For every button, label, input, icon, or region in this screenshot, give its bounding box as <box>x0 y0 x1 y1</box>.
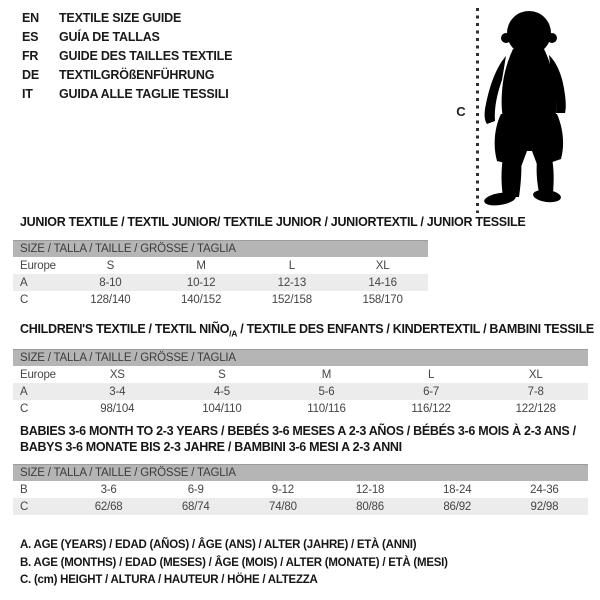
children-title-post: / TEXTILE DES ENFANTS / KINDERTEXTIL / BAMBINI TESSILE <box>237 322 594 336</box>
region-label-cell: Europe <box>20 259 56 272</box>
footnote: A. AGE (YEARS) / EDAD (AÑOS) / ÂGE (ANS) / ALTER (JAHRE) / ETÀ (ANNI) <box>20 539 417 551</box>
size-column-cell: XS <box>109 368 125 381</box>
table-size-header: SIZE / TALLA / TAILLE / GRÖSSE / TAGLIA <box>13 240 428 257</box>
size-column-cell: XL <box>528 368 543 381</box>
language-title: GUIDA ALLE TAGLIE TESSILI <box>59 87 229 101</box>
value-cell: 92/98 <box>530 500 559 513</box>
size-column-cell: L <box>427 368 435 381</box>
row-label-cell: C <box>20 402 29 415</box>
row-label-cell: C <box>20 500 29 513</box>
babies-size-table <box>13 464 588 515</box>
table-row <box>13 291 428 308</box>
value-cell: 6-7 <box>423 385 440 398</box>
value-cell: 6-9 <box>187 483 204 496</box>
language-code: DE <box>22 68 39 82</box>
footnote: B. AGE (MONTHS) / EDAD (MESES) / ÂGE (MOIS) / ALTER (MONATE) / ETÀ (MESI) <box>20 556 448 569</box>
size-column-cell: XL <box>375 259 390 272</box>
value-cell: 4-5 <box>213 385 230 398</box>
size-column-cell: S <box>218 368 226 381</box>
value-cell: 86/92 <box>443 500 472 513</box>
language-row <box>22 85 232 104</box>
region-label-cell: Europe <box>20 368 56 381</box>
table-row <box>13 366 588 383</box>
value-cell: 122/128 <box>515 402 556 415</box>
value-cell: 5-6 <box>318 385 335 398</box>
table-row <box>13 481 588 498</box>
value-cell: 12-13 <box>277 276 307 289</box>
value-cell: 10-12 <box>186 276 216 289</box>
size-column-cell: L <box>288 259 295 272</box>
language-code: IT <box>22 87 33 101</box>
row-label-cell: B <box>20 483 28 496</box>
value-cell: 18-24 <box>442 483 472 496</box>
value-cell: 7-8 <box>527 385 544 398</box>
value-cell: 74/80 <box>269 500 297 513</box>
value-cell: 68/74 <box>181 500 210 513</box>
value-cell: 140/152 <box>181 293 222 306</box>
children-table-grid <box>13 366 588 417</box>
value-cell: 62/68 <box>94 500 123 513</box>
table-row <box>13 400 588 417</box>
babies-title-line2: BABYS 3-6 MONATE BIS 2-3 JAHRE / BAMBINI 3-6 MESI A 2-3 ANNI <box>20 440 402 454</box>
value-cell: 9-12 <box>271 483 294 496</box>
language-row <box>22 66 232 85</box>
value-cell: 12-18 <box>355 483 385 496</box>
language-title: TEXTILGRÖßENFÜHRUNG <box>59 68 215 82</box>
value-cell: 128/140 <box>90 293 131 306</box>
junior-table-grid <box>13 257 428 308</box>
value-cell: 8-10 <box>99 276 122 289</box>
language-row <box>22 9 232 28</box>
value-cell: 110/116 <box>307 402 346 415</box>
value-cell: 3-4 <box>109 385 126 398</box>
table-row <box>13 383 588 400</box>
children-section-title <box>20 321 594 342</box>
language-code: FR <box>22 49 39 63</box>
value-cell: 152/158 <box>271 293 312 306</box>
value-cell: 24-36 <box>530 483 559 496</box>
table-row <box>13 257 428 274</box>
language-code: EN <box>22 11 39 25</box>
value-cell: 158/170 <box>362 293 403 306</box>
language-title: TEXTILE SIZE GUIDE <box>59 11 182 25</box>
value-cell: 80/86 <box>356 500 384 513</box>
language-list <box>22 9 232 104</box>
junior-size-table <box>13 240 428 308</box>
height-dashed-line <box>476 8 479 213</box>
table-size-header: SIZE / TALLA / TAILLE / GRÖSSE / TAGLIA <box>13 464 588 481</box>
baby-silhouette-image <box>482 10 586 208</box>
table-size-header: SIZE / TALLA / TAILLE / GRÖSSE / TAGLIA <box>13 349 588 366</box>
table-row <box>13 274 428 291</box>
row-label-cell: A <box>20 385 28 398</box>
row-label-cell: C <box>20 293 29 306</box>
babies-table-grid <box>13 481 588 515</box>
language-title: GUIDE DES TAILLES TEXTILE <box>59 49 233 63</box>
language-code: ES <box>22 30 39 44</box>
children-size-table <box>13 349 588 417</box>
value-cell: 116/122 <box>411 402 451 415</box>
language-row <box>22 47 232 66</box>
size-column-cell: M <box>321 368 332 381</box>
value-cell: 104/110 <box>202 402 242 415</box>
size-column-cell: S <box>106 259 115 272</box>
table-row <box>13 498 588 515</box>
size-column-cell: M <box>196 259 206 272</box>
babies-title-line1: BABIES 3-6 MONTH TO 2-3 YEARS / BEBÉS 3-6 MESES A 2-3 AÑOS / BÉBÉS 3-6 MOIS À 2-3 ANS / <box>20 424 576 438</box>
babies-section-title <box>20 423 576 455</box>
language-row <box>22 28 232 47</box>
measure-label-c: C <box>456 104 466 119</box>
value-cell: 3-6 <box>100 483 117 496</box>
language-title: GUÍA DE TALLAS <box>59 30 160 44</box>
value-cell: 14-16 <box>368 276 397 289</box>
children-title-subscript: /A <box>229 328 238 339</box>
footnotes-legend <box>20 537 448 590</box>
children-title-pre: CHILDREN'S TEXTILE / TEXTIL NIÑO <box>20 322 230 336</box>
junior-section-title: JUNIOR TEXTILE / TEXTIL JUNIOR/ TEXTILE JUNIOR / JUNIORTEXTIL / JUNIOR TESSILE <box>20 215 526 229</box>
value-cell: 98/104 <box>100 402 135 415</box>
row-label-cell: A <box>20 276 28 289</box>
footnote: C. (cm) HEIGHT / ALTURA / HAUTEUR / HÖHE / ALTEZZA <box>20 574 318 586</box>
